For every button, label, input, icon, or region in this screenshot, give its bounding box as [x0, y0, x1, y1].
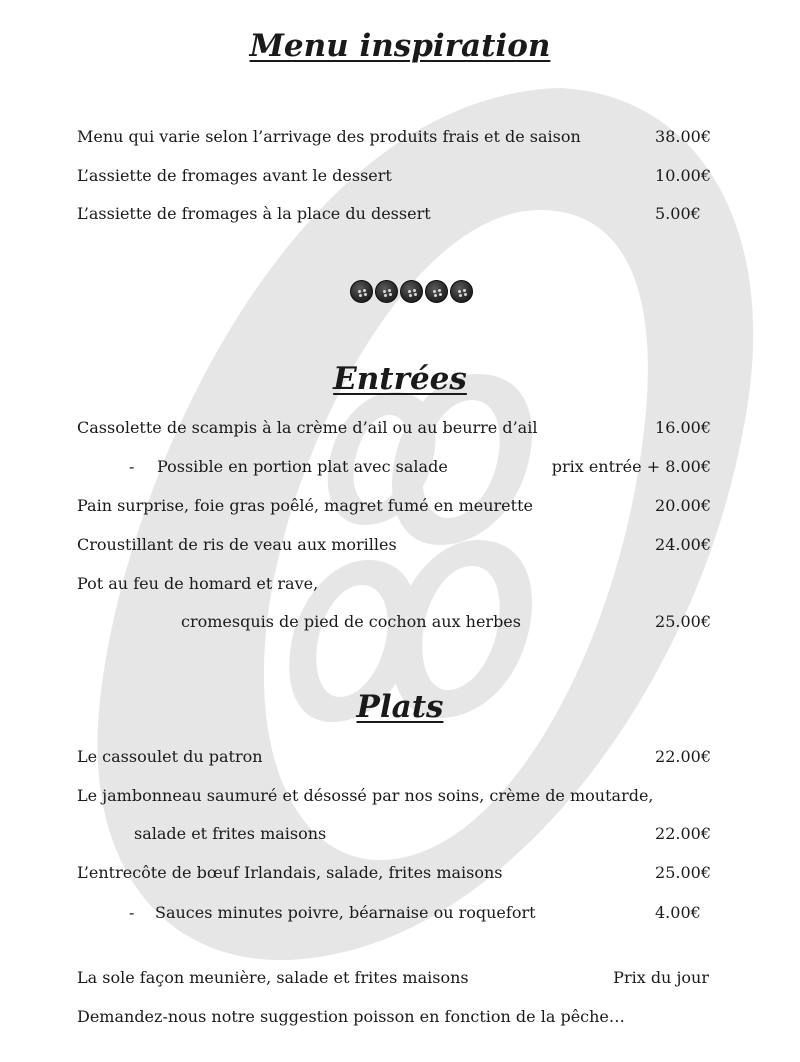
button-icon: [400, 280, 423, 303]
entree-item-label: Possible en portion plat avec salade: [157, 457, 448, 476]
entree-item-label: Cassolette de scampis à la crème d’ail ou au beurre d’ail: [77, 418, 538, 437]
menu-item-label: Menu qui varie selon l’arrivage des produits frais et de saison: [77, 127, 581, 146]
entree-item-label: Croustillant de ris de veau aux morilles: [77, 535, 397, 554]
entree-item-price: 20.00€: [655, 496, 711, 515]
plat-item-label: Sauces minutes poivre, béarnaise ou roquefort: [155, 903, 536, 922]
entree-item-label: Pot au feu de homard et rave,: [77, 574, 319, 593]
page-title: Menu inspiration: [249, 28, 551, 64]
plat-item-price: Prix du jour: [613, 968, 709, 987]
entrees-heading: Entrées: [333, 361, 467, 397]
menu-item-label: L’assiette de fromages avant le dessert: [77, 166, 392, 185]
plat-item-label: La sole façon meunière, salade et frites maisons: [77, 968, 469, 987]
plat-item-label: Le cassoulet du patron: [77, 747, 263, 766]
entree-item-label: cromesquis de pied de cochon aux herbes: [181, 612, 521, 631]
entree-item-price: 25.00€: [655, 612, 711, 631]
entree-item-label: Pain surprise, foie gras poêlé, magret fumé en meurette: [77, 496, 533, 515]
menu-item-price: 10.00€: [655, 166, 711, 185]
menu-item-price: 5.00€: [655, 204, 701, 223]
menu-item-price: 38.00€: [655, 127, 711, 146]
decorative-buttons: [350, 280, 473, 303]
plat-item-price: 22.00€: [655, 747, 711, 766]
button-icon: [350, 280, 373, 303]
plat-item-label: Le jambonneau saumuré et désossé par nos soins, crème de moutarde,: [77, 786, 654, 805]
button-icon: [425, 280, 448, 303]
plat-item-price: 22.00€: [655, 824, 711, 843]
entree-item-price: 16.00€: [655, 418, 711, 437]
menu-item-label: L’assiette de fromages à la place du dessert: [77, 204, 431, 223]
plat-item-price: 25.00€: [655, 863, 711, 882]
plat-item-label: salade et frites maisons: [134, 824, 327, 843]
dash-bullet: -: [129, 903, 135, 922]
plat-item-label: Demandez-nous notre suggestion poisson en fonction de la pêche…: [77, 1007, 625, 1026]
entree-item-price: 24.00€: [655, 535, 711, 554]
button-icon: [450, 280, 473, 303]
plat-item-label: L’entrecôte de bœuf Irlandais, salade, frites maisons: [77, 863, 503, 882]
dash-bullet: -: [129, 457, 135, 476]
plat-item-price: 4.00€: [655, 903, 701, 922]
plats-heading: Plats: [356, 689, 444, 725]
button-icon: [375, 280, 398, 303]
entree-item-price: prix entrée + 8.00€: [551, 457, 711, 476]
